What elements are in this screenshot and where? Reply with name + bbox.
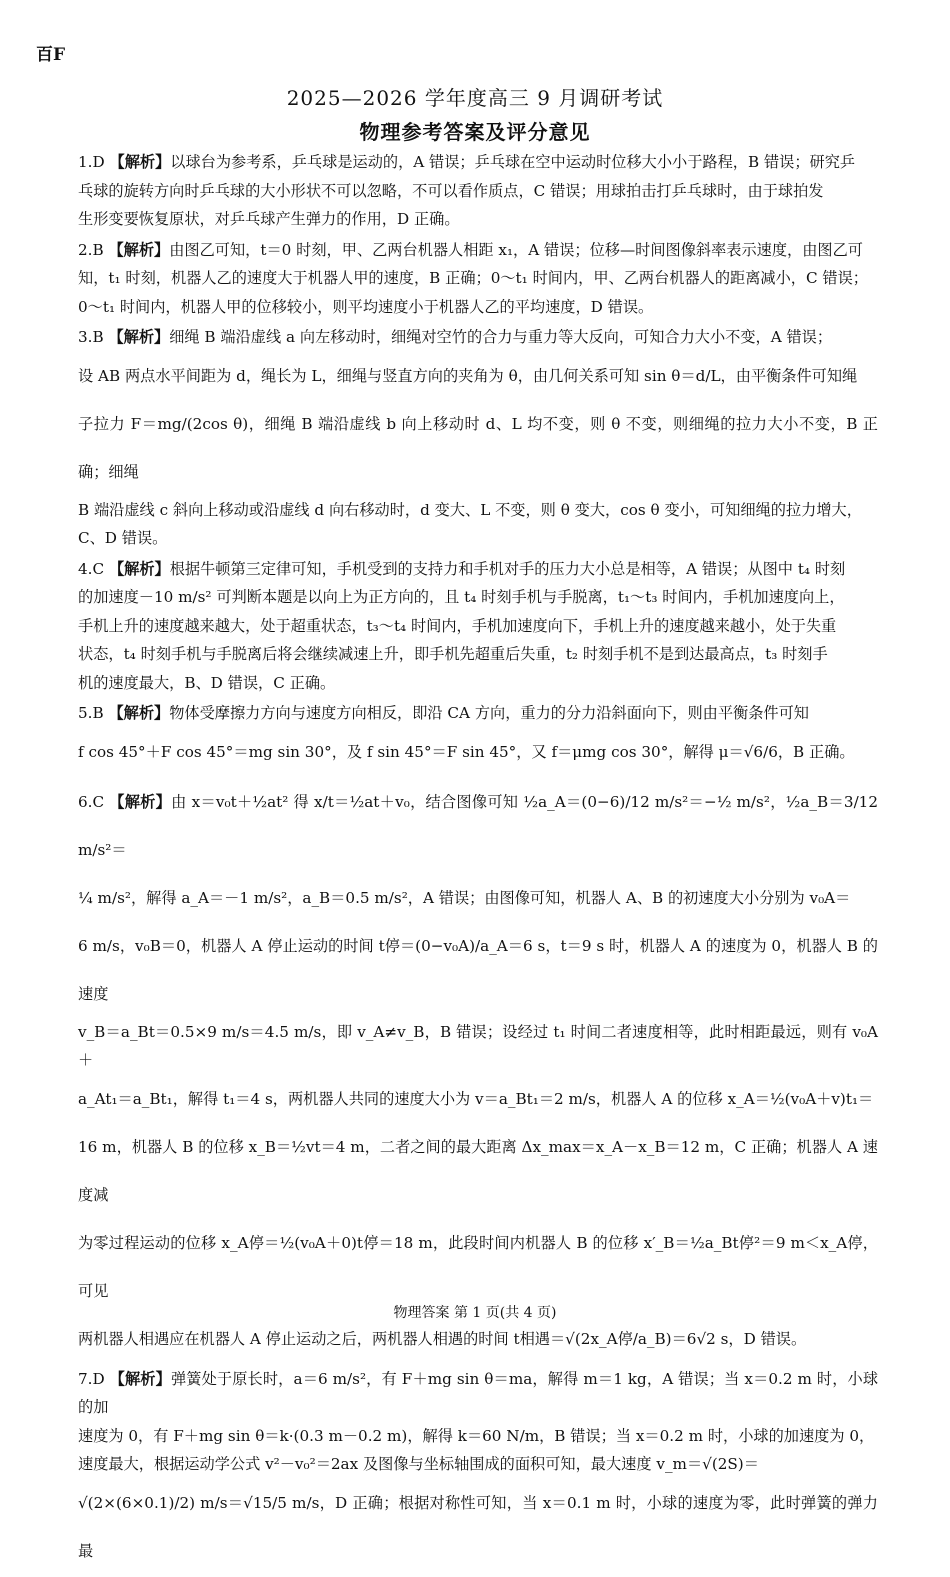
answer-line [78,352,878,400]
answer-item [78,148,878,234]
answer-number: 5.B [78,704,104,722]
answer-line [78,524,878,553]
answer-line [78,699,878,728]
analysis-tag: 【解析】 [108,559,170,578]
answer-line [78,669,878,698]
answer-text: f cos 45°＋F cos 45°＝mg sin 30°，及 f sin 45°＝F sin 45°，又 f＝μmg cos 30°，解得 μ＝√6/6，B 正确。 [78,742,855,761]
answer-item [78,236,878,322]
answer-text: 根据牛顿第三定律可知，手机受到的支持力和手机对手的压力大小总是相等，A 错误；从图中 t₄ 时刻 [169,559,846,578]
answer-text: 状态，t₄ 时刻手机与手脱离后将会继续减速上升，即手机先超重后失重，t₂ 时刻手机不是到达最高点，t₃ 时刻手 [78,645,828,663]
answer-item [78,555,878,698]
analysis-tag: 【解析】 [108,704,170,722]
answer-line [78,148,878,177]
answer-text: 物体受摩擦力方向与速度方向相反，即沿 CA 方向，重力的分力沿斜面向下，则由平衡条件可知 [169,704,809,722]
answer-line [78,323,878,352]
answer-text: v_B＝a_Bt＝0.5×9 m/s＝4.5 m/s，即 v_A≠v_B，B 错误；设经过 t₁ 时间二者速度相等，此时相距最远，则有 v₀A＋ [78,1022,878,1069]
answer-line [78,293,878,322]
answer-line [78,205,878,234]
answer-text: 设 AB 两点水平间距为 d，绳长为 L，细绳与竖直方向的夹角为 θ，由几何关系可知 sin θ＝d/L，由平衡条件可知绳 [78,366,858,385]
answer-text: 两机器人相遇应在机器人 A 停止运动之后，两机器人相遇的时间 t相遇＝√(2x_A停/a_B)＝6√2 s，D 错误。 [78,1329,807,1348]
answer-list [78,148,878,1577]
analysis-tag: 【解析】 [109,1369,171,1388]
answer-item [78,1365,878,1575]
analysis-tag: 【解析】 [109,792,172,811]
answer-line [78,1018,878,1075]
answer-line [78,640,878,669]
answer-text: 乓球的旋转方向时乒乓球的大小形状不可以忽略，不可以看作质点，C 错误；用球拍击打乒乓球时，由于球拍发 [78,181,824,200]
answer-text: 以球台为参考系，乒乓球是运动的，A 错误；乒乓球在空中运动时位移大小小于路程，B 错误；研究乒 [170,153,856,171]
answer-item [78,323,878,553]
answer-text: 知，t₁ 时刻，机器人乙的速度大于机器人甲的速度，B 正确；0～t₁ 时间内，甲、乙两台机器人的距离减小，C 错误； [78,269,868,287]
answer-line [78,922,878,1018]
answer-line [78,400,878,496]
answer-text: 0～t₁ 时间内，机器人甲的位移较小，则平均速度小于机器人乙的平均速度，D 错误。 [78,297,654,316]
answer-text: C、D 错误。 [78,529,168,547]
analysis-tag: 【解析】 [108,240,170,259]
answer-text: 速度为 0，有 F＋mg sin θ＝k·(0.3 m－0.2 m)，解得 k＝60 N/m，B 错误；当 x＝0.2 m 时，小球的加速度为 0， [78,1426,875,1445]
answer-number: 1.D [78,153,105,171]
analysis-tag: 【解析】 [109,153,171,171]
answer-number: 2.B [78,240,104,259]
page-subtitle: 物理参考答案及评分意见 [359,120,591,144]
answer-text: 手机上升的速度越来越大，处于超重状态，t₃～t₄ 时间内，手机加速度向下，手机上升的速度越来越小，处于失重 [78,616,837,635]
answer-item [78,778,878,1363]
page-footer: 物理答案 第 1 页(共 4 页) [393,1305,557,1321]
answer-text: 由 x＝v₀t＋½at² 得 x/t＝½at＋v₀，结合图像可知 ½a_A＝(0−6)/12 m/s²＝−½ m/s²，½a_B＝3/12 m/s²＝ [78,792,879,859]
answer-text: 的加速度－10 m/s² 可判断本题是以向上为正方向的，且 t₄ 时刻手机与手脱离，t₁～t₃ 时间内，手机加速度向上， [78,588,845,606]
answer-text: B 端沿虚线 c 斜向上移动或沿虚线 d 向右移动时，d 变大、L 不变，则 θ 变大，cos θ 变小，可知细绳的拉力增大， [78,500,862,519]
answer-number: 6.C [78,792,105,811]
answer-text: 细绳 B 端沿虚线 a 向左移动时，细绳对空竹的合力与重力等大反向，可知合力大小不变，A 错误； [169,328,833,346]
answer-line [78,1422,878,1451]
answer-line [78,264,878,293]
answer-line [78,1365,878,1422]
publisher-logo [36,40,65,65]
answer-text: 弹簧处于原长时，a＝6 m/s²，有 F＋mg sin θ＝ma，解得 m＝1 kg，A 错误；当 x＝0.2 m 时，小球的加 [78,1369,879,1416]
answer-number: 4.C [78,559,105,578]
answer-text: 机的速度最大，B、D 错误，C 正确。 [78,673,336,692]
answer-line [78,728,878,776]
answer-line [78,555,878,584]
answer-text: 速度最大，根据运动学公式 v²－v₀²＝2ax 及图像与坐标轴围成的面积可知，最大速度 v_m＝√(2S)＝ [78,1455,759,1473]
answer-text: 生形变要恢复原状，对乒乓球产生弹力的作用，D 正确。 [78,210,460,228]
answer-number: 3.B [78,328,104,346]
logo-mark: 百F [36,45,66,65]
answer-text: 16 m，机器人 B 的位移 x_B＝½vt＝4 m，二者之间的最大距离 Δx_max＝x_A－x_B＝12 m，C 正确；机器人 A 速度减 [78,1137,878,1204]
answer-line [78,1479,878,1575]
answer-line [78,1219,878,1315]
answer-line [78,612,878,641]
answer-text: 子拉力 F＝mg/(2cos θ)，细绳 B 端沿虚线 b 向上移动时 d、L 均不变，则 θ 不变，则细绳的拉力大小不变，B 正确；细绳 [78,414,878,481]
answer-number: 7.D [78,1369,105,1388]
answer-text: 6 m/s，v₀B＝0，机器人 A 停止运动的时间 t停＝(0−v₀A)/a_A＝6 s，t＝9 s 时，机器人 A 的速度为 0，机器人 B 的速度 [78,936,878,1003]
answer-text: 由图乙可知，t＝0 时刻，甲、乙两台机器人相距 x₁，A 错误；位移—时间图像斜率表示速度，由图乙可 [169,240,863,259]
answer-line [78,874,878,922]
answer-line [78,236,878,265]
answer-line [78,177,878,206]
answer-item [78,699,878,776]
analysis-tag: 【解析】 [108,328,170,346]
answer-line [78,1123,878,1219]
answer-text: ¼ m/s²，解得 a_A＝－1 m/s²，a_B＝0.5 m/s²，A 错误；由图像可知，机器人 A、B 的初速度大小分别为 v₀A＝ [78,888,851,907]
page-title: 2025—2026 学年度高三 9 月调研考试 [286,86,664,110]
answer-line [78,1450,878,1479]
answer-line [78,1075,878,1123]
answer-line [78,583,878,612]
answer-text: a_At₁＝a_Bt₁，解得 t₁＝4 s，两机器人共同的速度大小为 v＝a_Bt₁＝2 m/s，机器人 A 的位移 x_A＝½(v₀A＋v)t₁＝ [78,1089,874,1108]
answer-line [78,778,878,874]
answer-line [78,496,878,525]
answer-text: 为零过程运动的位移 x_A停＝½(v₀A＋0)t停＝18 m，此段时间内机器人 B 的位移 x′_B＝½a_Bt停²＝9 m＜x_A停，可见 [78,1233,878,1300]
answer-text: √(2×(6×0.1)/2) m/s＝√15/5 m/s，D 正确；根据对称性可知，当 x＝0.1 m 时，小球的速度为零，此时弹簧的弹力最 [78,1493,878,1560]
